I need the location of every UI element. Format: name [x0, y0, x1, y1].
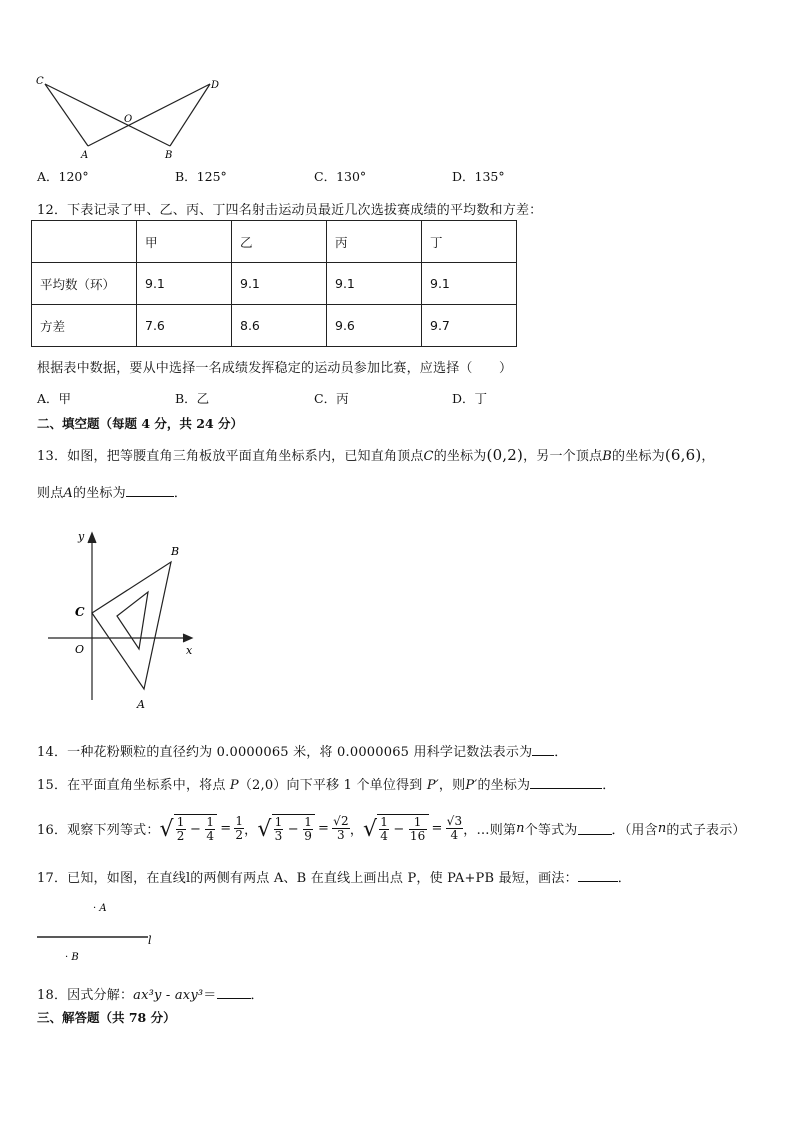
- point-a: · A: [93, 903, 107, 914]
- label-b: B: [165, 150, 173, 161]
- table-cell: 9.1: [327, 263, 422, 305]
- q16-text: ．（用含: [611, 822, 658, 838]
- table-header-bing: 丙: [327, 221, 422, 263]
- q16-text: 16．观察下列等式：: [37, 822, 160, 838]
- x-axis-arrow: [183, 634, 192, 642]
- q12-option-a[interactable]: A．甲: [37, 391, 72, 406]
- figure-q11: [30, 72, 230, 162]
- q12-option-d[interactable]: D．丁: [452, 391, 488, 406]
- equation-2: √ $\frac{1}{3}$ − $\frac{1}{9}$: [257, 814, 315, 843]
- segment-ca: [45, 84, 88, 146]
- q18-text: ．: [250, 988, 264, 1003]
- q17-text: ．: [617, 871, 631, 886]
- axis-label-y: y: [78, 530, 85, 543]
- q13-text: 的坐标为: [73, 486, 126, 501]
- axis-label-x: x: [186, 644, 193, 657]
- table-cell: 9.1: [232, 263, 327, 305]
- q12-stem: 12．下表记录了甲、乙、丙、丁四名射击运动员最近几次选拔赛成绩的平均数和方差：: [37, 203, 543, 218]
- label-o: O: [124, 114, 133, 125]
- point-b-label: B: [171, 545, 180, 558]
- q11-option-c[interactable]: C．130°: [314, 169, 367, 184]
- label-c: C: [36, 76, 44, 87]
- answer-blank[interactable]: [578, 869, 618, 882]
- answer-blank[interactable]: [530, 776, 602, 789]
- q16-text: …则第: [476, 822, 517, 838]
- q11-option-b[interactable]: B．125°: [175, 169, 227, 184]
- table-row-label: 方差: [32, 305, 137, 347]
- var-c: C: [423, 449, 434, 464]
- var-n: n: [516, 820, 525, 836]
- coord-c: (0,2): [486, 446, 524, 464]
- q12-option-c[interactable]: C．丙: [314, 391, 349, 406]
- q15-text: ．: [602, 778, 616, 793]
- label-line-l: l: [148, 934, 152, 947]
- var-p: P: [229, 778, 239, 793]
- figure-q13-coordinate: [40, 525, 210, 715]
- table-header-row: [32, 221, 517, 263]
- point-c-label: C: [75, 605, 85, 619]
- var-p-prime: P′: [426, 778, 439, 793]
- answer-blank[interactable]: [217, 986, 251, 999]
- q14-text: 14．一种花粉颗粒的直径约为 0.0000065 米，将 0.0000065 用科学记数法表示为: [37, 745, 533, 760]
- score-table: [31, 220, 517, 347]
- y-axis-arrow: [88, 533, 96, 543]
- q16-text: 的式子表示）: [666, 822, 746, 838]
- outer-triangle: [92, 562, 171, 689]
- coord-b: (6,6): [664, 446, 702, 464]
- q13-line2: [37, 482, 187, 501]
- q11-option-a[interactable]: A．120°: [37, 169, 89, 184]
- q18: [37, 984, 264, 1003]
- q15: [37, 774, 615, 793]
- q13-line1: [37, 445, 715, 464]
- q16-text: 个等式为: [524, 822, 578, 838]
- q13-text: 则点: [37, 486, 64, 501]
- table-cell: 9.1: [422, 263, 517, 305]
- table-row: [32, 305, 517, 347]
- var-a: A: [63, 486, 73, 501]
- q12-prompt: 根据表中数据，要从中选择一名成绩发挥稳定的运动员参加比赛，应选择（ ）: [37, 361, 513, 376]
- table-header-jia: 甲: [137, 221, 232, 263]
- table-row: [32, 263, 517, 305]
- table-cell: 8.6: [232, 305, 327, 347]
- inner-triangle: [117, 592, 148, 649]
- label-d: D: [211, 80, 220, 91]
- answer-blank[interactable]: [126, 484, 174, 497]
- q15-text: 向下平移 1 个单位得到: [286, 778, 423, 793]
- q13-text: 13．如图，把等腰直角三角板放平面直角坐标系内，已知直角顶点: [37, 449, 424, 464]
- q18-expression: ax³y - axy³: [133, 988, 204, 1003]
- answer-blank[interactable]: [578, 822, 612, 835]
- table-header-yi: 乙: [232, 221, 327, 263]
- q13-text: ．: [173, 486, 188, 501]
- q18-text: ＝: [203, 988, 217, 1003]
- q11-option-d[interactable]: D．135°: [452, 169, 505, 184]
- q17-text: 17．已知，如图，在直线l的两侧有两点 A、B 在直线上画出点 P，使 PA+PB 最短，画法：: [37, 871, 578, 886]
- equation-1: √ $\frac{1}{2}$ − $\frac{1}{4}$: [160, 814, 218, 843]
- table-header-ding: 丁: [422, 221, 517, 263]
- segment-db: [170, 84, 210, 146]
- var-p-prime: P′: [465, 778, 478, 793]
- point-a-label: A: [137, 698, 145, 711]
- q14-text: ．: [554, 745, 568, 760]
- answer-blank[interactable]: [532, 743, 554, 756]
- coord-p: （2,0）: [238, 778, 287, 793]
- label-a: A: [81, 150, 89, 161]
- equation-2-result: $\frac{√2}{3}$: [333, 813, 349, 842]
- q14: [37, 741, 567, 760]
- table-cell: 7.6: [137, 305, 232, 347]
- equation-3-result: $\frac{√3}{4}$: [446, 813, 463, 842]
- q13-text: 的坐标为: [612, 449, 665, 464]
- q13-text: 的坐标为: [433, 449, 487, 464]
- var-n: n: [657, 820, 667, 836]
- origin-label: O: [75, 643, 85, 656]
- var-b: B: [602, 449, 613, 464]
- equation-1-result: $\frac{1}{2}$: [235, 813, 244, 842]
- q12-option-b[interactable]: B．乙: [175, 391, 210, 406]
- point-b: · B: [65, 952, 79, 963]
- figure-q17: [35, 895, 175, 970]
- q13-text: ，另一个顶点: [523, 449, 603, 464]
- section-title-solutions: 三、解答题（共 78 分）: [37, 1010, 176, 1025]
- q15-text: 15．在平面直角坐标系中，将点: [37, 778, 226, 793]
- table-cell: 9.7: [422, 305, 517, 347]
- equation-3: √ $\frac{1}{4}$ − $\frac{1}{16}$: [363, 814, 429, 843]
- q18-text: 18．因式分解：: [37, 988, 134, 1003]
- q13-text: ，: [701, 449, 715, 464]
- table-cell: [32, 221, 137, 263]
- section-title-fill-in: 二、填空题（每题 4 分，共 24 分）: [37, 416, 244, 431]
- table-row-label: 平均数（环）: [32, 263, 137, 305]
- q15-text: ，则: [438, 778, 466, 793]
- q16: 16．观察下列等式： √ $\frac{1}{2}$ − $\frac{1}{4}$ = $\frac{1}{2}$ ， √ $\frac{1}{3}$ − $\frac{1}{9}$ = $\frac{√2}{3}$ ， √ $\frac{1}{4}$ − $\frac{1}{16}$ = $\frac{√3}{4}$ ， …则第 n 个等式为 ．（用含 n 的式子表示）: [37, 813, 746, 843]
- table-cell: 9.6: [327, 305, 422, 347]
- table-cell: 9.1: [137, 263, 232, 305]
- q15-text: 的坐标为: [477, 778, 531, 793]
- q17: [37, 867, 631, 886]
